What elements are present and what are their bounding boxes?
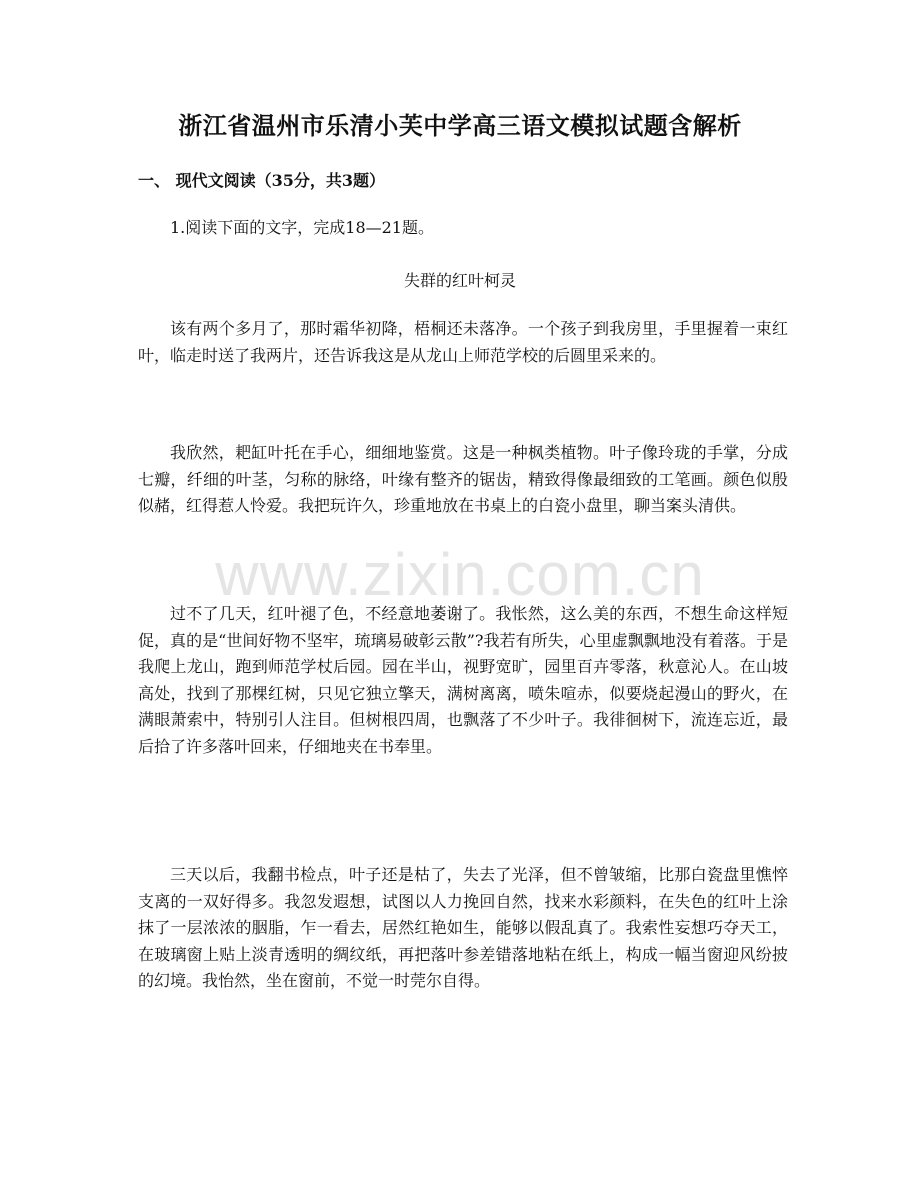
paragraph: 该有两个多月了，那时霜华初降，梧桐还未落净。一个孩子到我房里，手里握着一束红叶，临走时送了我两片，还告诉我这是从龙山上师范学校的后圆里采来的。 — [138, 319, 788, 365]
document-title: 浙江省温州市乐清小芙中学高三语文模拟试题含解析 — [178, 111, 742, 140]
paragraph: 我欣然，耙缸叶托在手心，细细地鉴赏。这是一种枫类植物。叶子像玲珑的手掌，分成七瓣，纤细的叶茎，匀称的脉络，叶缘有整齐的锯齿，精致得像最细致的工笔画。颜色似殷似赭，红得惹人怜爱。我把玩许久，珍重地放在书桌上的白瓷小盘里，聊当案头清供。 — [138, 443, 788, 515]
watermark: www.zixin.com.cn — [215, 541, 705, 608]
paragraph: 过不了几天，红叶褪了色，不经意地萎谢了。我怅然，这么美的东西，不想生命这样短促，真的是“世间好物不坚牢，琉璃易破彰云散”?我若有所失，心里虚飘飘地没有着落。于是我爬上龙山，跑到师范学杖后园。园在半山，视野宽旷，园里百卉零落，秋意沁人。在山坡高处，找到了那棵红树，只见它独立擎天，满树离离，喷朱喧赤，似要烧起漫山的野火，在满眼萧索中，特别引人注目。但树根四周，也飘落了不少叶子。我徘徊树下，流连忘近，最后拾了许多落叶回来，仔细地夹在书奉里。 — [138, 604, 788, 756]
story-title: 失群的红叶柯灵 — [403, 271, 516, 290]
section-heading: 一、 现代文阅读（35分，共3题） — [138, 171, 385, 190]
paragraph: 三天以后，我翻书检点，叶子还是枯了，失去了光泽，但不曾皱缩，比那白瓷盘里憔悴支离的一双好得多。我忽发遐想，试图以人力挽回自然，找来水彩颜料，在失色的红叶上涂抹了一层浓浓的胭脂，乍一看去，居然红艳如生，能够以假乱真了。我索性妄想巧夺天工，在玻璃窗上贴上淡青透明的绸纹纸，再把落叶参差错落地粘在纸上，构成一幅当窗迎风纷披的幻境。我怡然，坐在窗前，不觉一时莞尔自得。 — [138, 865, 788, 990]
question-prompt: 1.阅读下面的文字，完成18—21题。 — [170, 218, 434, 237]
